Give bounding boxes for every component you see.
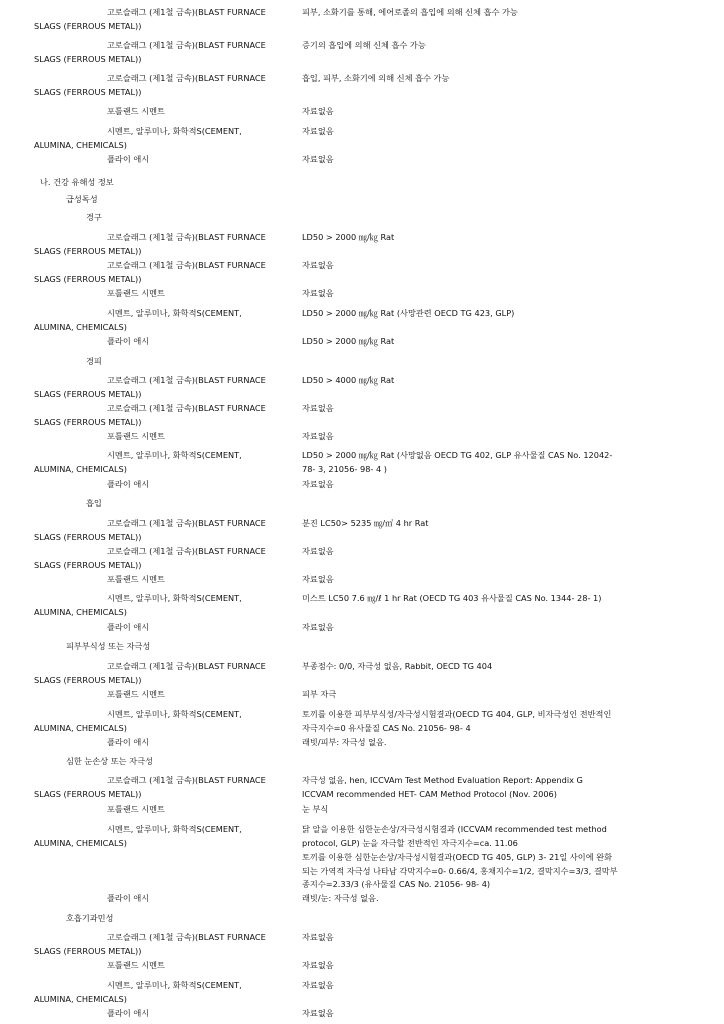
substance-slag: 고로슬래그 (제1철 금속)(BLAST FURNACE	[107, 403, 266, 413]
substance-portland: 포틀랜드 시멘트	[107, 804, 165, 814]
oral-value: 자료없음	[302, 260, 334, 270]
route-value: 피부, 소화기를 통해, 에어로졸의 흡입에 의해 신체 흡수 가능	[302, 7, 518, 17]
eye-value-cont: 되는 가역적 자극성 나타남 각막지수=0- 0.66/4, 홍채지수=1/2, 결막지수=3/3, 결막부	[302, 866, 618, 876]
inhalation-value: 분진 LC50> 5235 ㎎/㎥ 4 hr Rat	[302, 518, 429, 528]
dermal-value: LD50 > 4000 ㎎/㎏ Rat	[302, 375, 395, 385]
dermal-value: LD50 > 2000 ㎎/㎏ Rat (사망없음 OECD TG 402, GLP 유사물질 CAS No. 12042-	[302, 450, 613, 460]
substance-cement-cont: ALUMINA, CHEMICALS)	[34, 723, 127, 733]
eye-value: 닭 알을 이용한 심한눈손상/자극성시험결과 (ICCVAM recommended test method	[302, 824, 607, 834]
substance-slag: 고로슬래그 (제1철 금속)(BLAST FURNACE	[107, 232, 266, 242]
inhalation-value: 자료없음	[302, 546, 334, 556]
substance-flyash: 플라이 애시	[107, 479, 150, 489]
substance-cement-cont: ALUMINA, CHEMICALS)	[34, 464, 127, 474]
inhalation-value: 자료없음	[302, 574, 334, 584]
substance-cement: 시멘트, 알루미나, 화학적S(CEMENT,	[107, 593, 242, 603]
substance-slag-cont: SLAGS (FERROUS METAL))	[34, 560, 142, 570]
route-value: 자료없음	[302, 154, 334, 164]
eye-value: 자극성 없음, hen, ICCVAm Test Method Evaluation Report: Appendix G	[302, 775, 583, 785]
substance-cement-cont: ALUMINA, CHEMICALS)	[34, 994, 127, 1004]
dermal-value: 자료없음	[302, 403, 334, 413]
substance-slag-cont: SLAGS (FERROUS METAL))	[34, 246, 142, 256]
route-value: 흡입, 피부, 소화기에 의해 신체 흡수 가능	[302, 73, 450, 83]
inhalation-value: 미스트 LC50 7.6 ㎎/ℓ 1 hr Rat (OECD TG 403 유사물질 CAS No. 1344- 28- 1)	[302, 593, 602, 603]
route-dermal: 경피	[86, 356, 102, 366]
substance-slag: 고로슬래그 (제1철 금속)(BLAST FURNACE	[107, 775, 266, 785]
oral-value: LD50 > 2000 ㎎/㎏ Rat (사망관련 OECD TG 423, GLP)	[302, 308, 515, 318]
substance-flyash: 플라이 애시	[107, 622, 150, 632]
substance-slag: 고로슬래그 (제1철 금속)(BLAST FURNACE	[107, 40, 266, 50]
respiratory-value: 자료없음	[302, 932, 334, 942]
respiratory-value: 자료없음	[302, 960, 334, 970]
substance-slag-cont: SLAGS (FERROUS METAL))	[34, 54, 142, 64]
substance-portland: 포틀랜드 시멘트	[107, 960, 165, 970]
substance-portland: 포틀랜드 시멘트	[107, 689, 165, 699]
oral-value: LD50 > 2000 ㎎/㎏ Rat	[302, 232, 395, 242]
substance-cement: 시멘트, 알루미나, 화학적S(CEMENT,	[107, 126, 242, 136]
subsection-respiratory: 호흡기과민성	[66, 913, 114, 923]
substance-slag-cont: SLAGS (FERROUS METAL))	[34, 87, 142, 97]
dermal-value: 자료없음	[302, 431, 334, 441]
skin-value-cont: 자극지수=0 유사물질 CAS No. 21056- 98- 4	[302, 723, 471, 733]
oral-value: 자료없음	[302, 288, 334, 298]
dermal-value-cont: 78- 3, 21056- 98- 4 )	[302, 464, 387, 474]
substance-cement-cont: ALUMINA, CHEMICALS)	[34, 607, 127, 617]
substance-slag: 고로슬래그 (제1철 금속)(BLAST FURNACE	[107, 73, 266, 83]
substance-slag: 고로슬래그 (제1철 금속)(BLAST FURNACE	[107, 546, 266, 556]
substance-portland: 포틀랜드 시멘트	[107, 431, 165, 441]
substance-cement-cont: ALUMINA, CHEMICALS)	[34, 322, 127, 332]
substance-flyash: 플라이 애시	[107, 154, 150, 164]
eye-value-cont: 종지수=2.33/3 (유사물질 CAS No. 21056- 98- 4)	[302, 879, 491, 889]
section-heading: 나. 건강 유해성 정보	[40, 177, 114, 187]
route-oral: 경구	[86, 212, 102, 222]
subsection-skin-corrosion: 피부부식성 또는 자극성	[66, 641, 151, 651]
substance-slag-cont: SLAGS (FERROUS METAL))	[34, 21, 142, 31]
substance-flyash: 플라이 애시	[107, 893, 150, 903]
inhalation-value: 자료없음	[302, 622, 334, 632]
skin-value: 래빗/피부: 자극성 없음.	[302, 737, 387, 747]
substance-slag: 고로슬래그 (제1철 금속)(BLAST FURNACE	[107, 661, 266, 671]
substance-cement: 시멘트, 알루미나, 화학적S(CEMENT,	[107, 980, 242, 990]
substance-cement: 시멘트, 알루미나, 화학적S(CEMENT,	[107, 824, 242, 834]
eye-value-cont: ICCVAM recommended HET- CAM Method Protocol (Nov. 2006)	[302, 789, 557, 799]
substance-cement-cont: ALUMINA, CHEMICALS)	[34, 140, 127, 150]
substance-slag-cont: SLAGS (FERROUS METAL))	[34, 946, 142, 956]
skin-value: 부종점수: 0/0, 자극성 없음, Rabbit, OECD TG 404	[302, 661, 493, 671]
eye-value: 눈 부식	[302, 804, 329, 814]
route-value: 자료없음	[302, 126, 334, 136]
oral-value: LD50 > 2000 ㎎/㎏ Rat	[302, 336, 395, 346]
substance-slag-cont: SLAGS (FERROUS METAL))	[34, 675, 142, 685]
substance-slag-cont: SLAGS (FERROUS METAL))	[34, 532, 142, 542]
substance-portland: 포틀랜드 시멘트	[107, 574, 165, 584]
substance-slag: 고로슬래그 (제1철 금속)(BLAST FURNACE	[107, 518, 266, 528]
substance-flyash: 플라이 애시	[107, 1008, 150, 1018]
substance-cement: 시멘트, 알루미나, 화학적S(CEMENT,	[107, 308, 242, 318]
dermal-value: 자료없음	[302, 479, 334, 489]
substance-portland: 포틀랜드 시멘트	[107, 106, 165, 116]
substance-slag-cont: SLAGS (FERROUS METAL))	[34, 417, 142, 427]
respiratory-value: 자료없음	[302, 980, 334, 990]
substance-portland: 포틀랜드 시멘트	[107, 288, 165, 298]
skin-value: 토끼를 이용한 피부부식성/자극성시험결과(OECD TG 404, GLP, 비자극성인 전반적인	[302, 709, 612, 719]
route-inhalation: 흡입	[86, 498, 102, 508]
eye-value: 래빗/눈: 자극성 없음.	[302, 893, 379, 903]
route-value: 자료없음	[302, 106, 334, 116]
substance-flyash: 플라이 애시	[107, 336, 150, 346]
substance-cement: 시멘트, 알루미나, 화학적S(CEMENT,	[107, 709, 242, 719]
substance-slag-cont: SLAGS (FERROUS METAL))	[34, 274, 142, 284]
substance-cement-cont: ALUMINA, CHEMICALS)	[34, 838, 127, 848]
subsection-acute: 급성독성	[66, 194, 98, 204]
substance-slag: 고로슬래그 (제1철 금속)(BLAST FURNACE	[107, 375, 266, 385]
substance-slag: 고로슬래그 (제1철 금속)(BLAST FURNACE	[107, 7, 266, 17]
route-value: 증기의 흡입에 의해 신체 흡수 가능	[302, 40, 426, 50]
substance-slag: 고로슬래그 (제1철 금속)(BLAST FURNACE	[107, 932, 266, 942]
skin-value: 피부 자극	[302, 689, 337, 699]
substance-flyash: 플라이 애시	[107, 737, 150, 747]
substance-slag: 고로슬래그 (제1철 금속)(BLAST FURNACE	[107, 260, 266, 270]
substance-slag-cont: SLAGS (FERROUS METAL))	[34, 789, 142, 799]
substance-slag-cont: SLAGS (FERROUS METAL))	[34, 389, 142, 399]
eye-value-cont: protocol, GLP) 눈을 자극할 전반적인 자극지수=ca. 11.06	[302, 838, 518, 848]
subsection-eye-damage: 심한 눈손상 또는 자극성	[66, 756, 153, 766]
eye-value-cont: 토끼를 이용한 심한눈손상/자극성시험결과(OECD TG 405, GLP) 3- 21일 사이에 완화	[302, 852, 613, 862]
substance-cement: 시멘트, 알루미나, 화학적S(CEMENT,	[107, 450, 242, 460]
respiratory-value: 자료없음	[302, 1008, 334, 1018]
